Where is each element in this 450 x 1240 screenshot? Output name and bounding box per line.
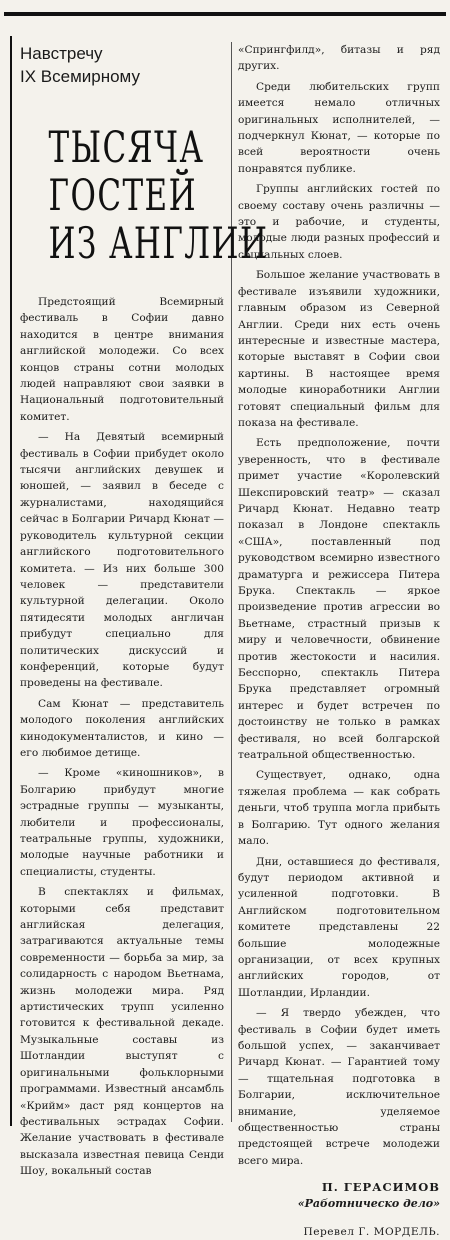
left-column: [20, 42, 269, 1184]
right-paragraph: Среди любительских групп имеется немало отличных оригинальных исполнителей, — подчеркнул Кюнат, — которые по всей вероятности очень понравятся публике.: [238, 80, 440, 175]
right-paragraph: Существует, однако, одна тяжелая проблема — как собрать деньги, чтоб труппа могла прибыть в Болгарию. Тут одного желания мало.: [238, 769, 440, 848]
headline-line-2: ГОСТЕЙ: [48, 171, 198, 221]
right-paragraph: Дни, оставшиеся до фестиваля, будут периодом активной и усиленной подготовки. В Английском подготовительном комитете представлены 22 большие молодежные организации, от всех крупных английских городов, от Шотландии, Ирландии.: [238, 855, 440, 999]
left-rule: [10, 36, 12, 1126]
left-paragraph: Сам Кюнат — представитель молодого поколения английских кинодокументалистов, и кино — его любимое детище.: [20, 697, 224, 759]
left-paragraph: Предстоящий Всемирный фестиваль в Софии давно находится в центре внимания английской молодежи. Со всех концов страны сотни молодых людей направляют свои заявки в Национальный подготовительный комитет.: [20, 296, 224, 423]
rubric-line-2: IX Всемирному: [20, 67, 140, 86]
rubric: [20, 42, 224, 88]
left-paragraph: В спектаклях и фильмах, которыми себя представит английская делегация, затрагиваются актуальные темы современности — борьба за мир, за солидарность с народом Вьетнама, жизнь молодежи мира. Ряд артистических трупп усиленно готовится к фестивальной декаде. Музыкальные составы из Шотландии выступят с оригинальными фольклорными программами. Известный ансамбль «Крийм» даст ряд концертов на фестивальных эстрадах Софии. Желание участвовать в фестивале высказала известная певица Сенди Шоу, вокальный состав: [20, 886, 224, 1178]
right-column: [238, 42, 440, 1240]
left-paragraph: — На Девятый всемирный фестиваль в Софии прибудет около тысячи английских девушек и юношей, — заявил в беседе с журналистами, находящийся сейчас в Болгарии Ричард Кюнат — руководитель культурной секции английского подготовительного комитета. — Из них больше 300 человек — представители культурной делегации. Около пятидесяти молодых англичан прибудут специально для политических дискуссий и конференций, которые будут проведены на фестивале.: [20, 431, 224, 690]
column-divider: [231, 42, 232, 1122]
rubric-line-1: Навстречу: [20, 44, 103, 63]
left-paragraph: — Кроме «киношников», в Болгарию прибудут многие эстрадные группы — музыканты, любители и профессионалы, театральные группы, художники, молодые научные работники и специалисты, студенты.: [20, 767, 224, 878]
translator-credit: Перевел Г. МОРДЕЛЬ.: [303, 1226, 440, 1239]
right-paragraph: — Я твердо убежден, что фестиваль в Софии будет иметь большой успех, — заканчивает Ричард Кюнат. — Гарантией тому — тщательная подготовка в Болгарии, исключительное внимание, уделяемое общественностью страны предстоящей встрече молодежи всего мира.: [238, 1007, 440, 1167]
right-paragraph: Есть предположение, почти уверенность, что в фестивале примет участие «Королевский Шекспировский театр» — сказал Ричард Кюнат. Недавно театр показал в Лондоне спектакль «США», поставленный под руководством всемирно известного драматурга и режиссера Питера Брука. Спектакль — яркое произведение против агрессии во Вьетнаме, страстный призыв к миру и человечности, обвинение против жестокости и насилия. Бесспорно, спектакль Питера Брука представляет огромный интерес и будет встречен по достоинству не только в рамках фестиваля, но всей болгарской театральной общественностью.: [238, 437, 440, 762]
headline-line-1: ТЫСЯЧА: [48, 123, 205, 173]
top-rule: [4, 12, 446, 16]
source-newspaper: «Работническо дело»: [297, 1196, 440, 1210]
right-paragraph: Группы английских гостей по своему составу очень различны — это и рабочие, и студенты, молодые люди разных профессий и социальных слоев.: [238, 183, 440, 261]
headline: [48, 123, 269, 269]
author-name: П. ГЕРАСИМОВ: [321, 1180, 440, 1195]
right-paragraph: Большое желание участвовать в фестивале изъявили художники, главным образом из Северной Англии. Среди них есть очень интересные и известные мастера, которые выставят в Софии свои картины. В настоящее время молодые кинoработники Англии готовят специальный фильм для показа на фестивале.: [238, 269, 440, 429]
right-paragraph: «Спрингфилд», битазы и ряд других.: [238, 44, 440, 73]
headline-line-3: ИЗ АНГЛИИ: [48, 219, 269, 269]
signature-block: [238, 1179, 440, 1240]
